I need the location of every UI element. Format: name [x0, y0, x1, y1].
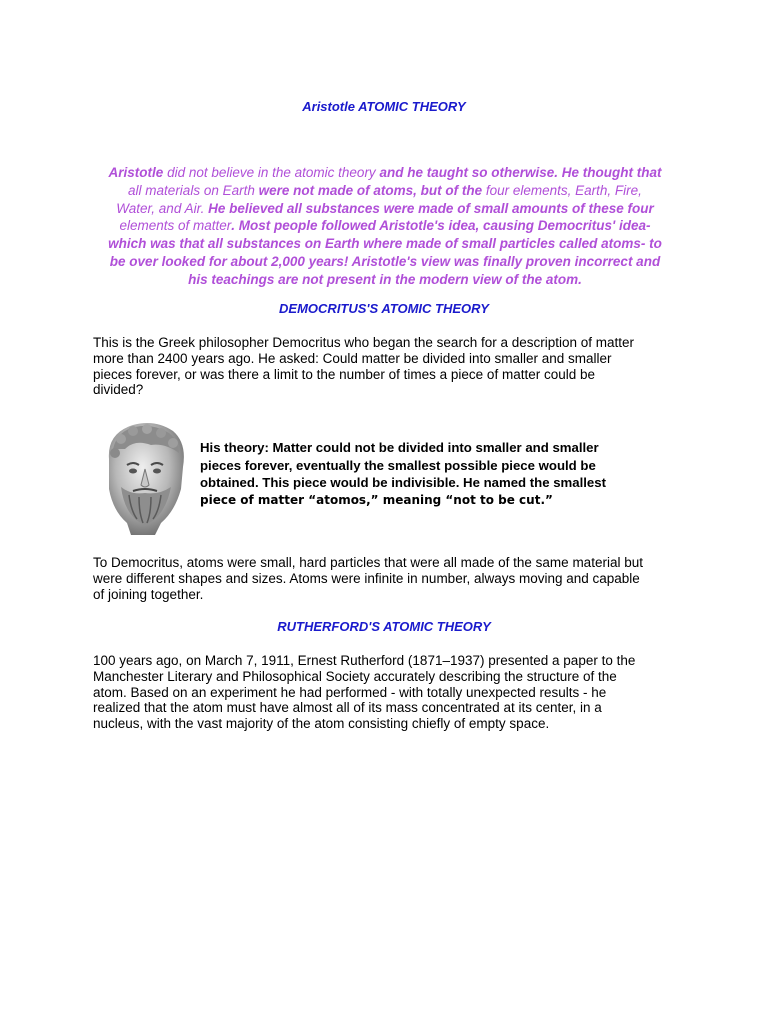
- aristotle-text-a: did not believe in the atomic theory: [163, 165, 380, 180]
- aristotle-text-d: were not made of atoms, but of the: [258, 182, 483, 198]
- intro-line: pieces forever, or was there a limit to the number of times a piece of matter could be: [93, 366, 595, 382]
- democritus-theory: [200, 439, 660, 509]
- rutherford-line: 100 years ago, on March 7, 1911, Ernest Rutherford (1871–1937) presented a paper to the: [93, 653, 636, 668]
- outro-line: To Democritus, atoms were small, hard particles that were all made of the same material but: [93, 555, 643, 570]
- aristotle-text-h: elements of matter: [119, 218, 232, 234]
- intro-line: This is the Greek philosopher Democritus who began the search for a description of matter: [93, 335, 635, 350]
- aristotle-paragraph: [90, 164, 680, 289]
- democritus-bust-image: [95, 419, 191, 535]
- rutherford-line: Manchester Literary and Philosophical Society accurately describing the structure of the: [93, 668, 617, 684]
- outro-line: of joining together.: [93, 586, 204, 602]
- rutherford-line: atom. Based on an experiment he had performed - with totally unexpected results - he: [93, 684, 607, 700]
- aristotle-text-e: four elements, Earth, Fire,: [482, 182, 642, 198]
- intro-line: divided?: [93, 382, 144, 398]
- aristotle-text-i: . Most people followed Aristotle's idea, causing Democritus' idea-: [231, 218, 651, 234]
- democritus-heading: DEMOCRITUS'S ATOMIC THEORY: [279, 301, 489, 316]
- aristotle-text-b: and he taught so otherwise. He thought that: [379, 165, 662, 180]
- theory-line: obtained. This piece would be indivisible. He named the smallest: [200, 475, 606, 490]
- aristotle-text-k: be over looked for about 2,000 years! Aristotle's view was finally proven incorrect and: [109, 253, 661, 269]
- theory-line: pieces forever, eventually the smallest possible piece would be: [200, 457, 596, 473]
- theory-line: piece of matter “atomos,” meaning “not to be cut.”: [200, 492, 553, 507]
- rutherford-heading: RUTHERFORD'S ATOMIC THEORY: [277, 619, 491, 634]
- democritus-intro: [93, 335, 683, 398]
- aristotle-text-f: Water, and Air.: [116, 200, 209, 216]
- aristotle-heading: Aristotle ATOMIC THEORY: [302, 99, 466, 114]
- rutherford-line: realized that the atom must have almost all of its mass concentrated at its center, in a: [93, 700, 602, 716]
- aristotle-text-j: which was that all substances on Earth where made of small particles called atoms- to: [108, 236, 662, 252]
- intro-line: more than 2400 years ago. He asked: Could matter be divided into smaller and smaller: [93, 350, 612, 366]
- aristotle-text-l: his teachings are not present in the modern view of the atom.: [188, 271, 582, 287]
- aristotle-name: Aristotle: [108, 165, 164, 180]
- rutherford-body: [93, 653, 683, 732]
- theory-line: His theory: Matter could not be divided into smaller and smaller: [200, 440, 599, 455]
- aristotle-text-c: all materials on Earth: [128, 182, 259, 198]
- rutherford-line: nucleus, with the vast majority of the atom consisting chiefly of empty space.: [93, 716, 550, 732]
- outro-line: were different shapes and sizes. Atoms were infinite in number, always moving and capable: [93, 570, 640, 586]
- aristotle-text-g: He believed all substances were made of small amounts of these four: [208, 200, 654, 216]
- democritus-outro: [93, 555, 683, 602]
